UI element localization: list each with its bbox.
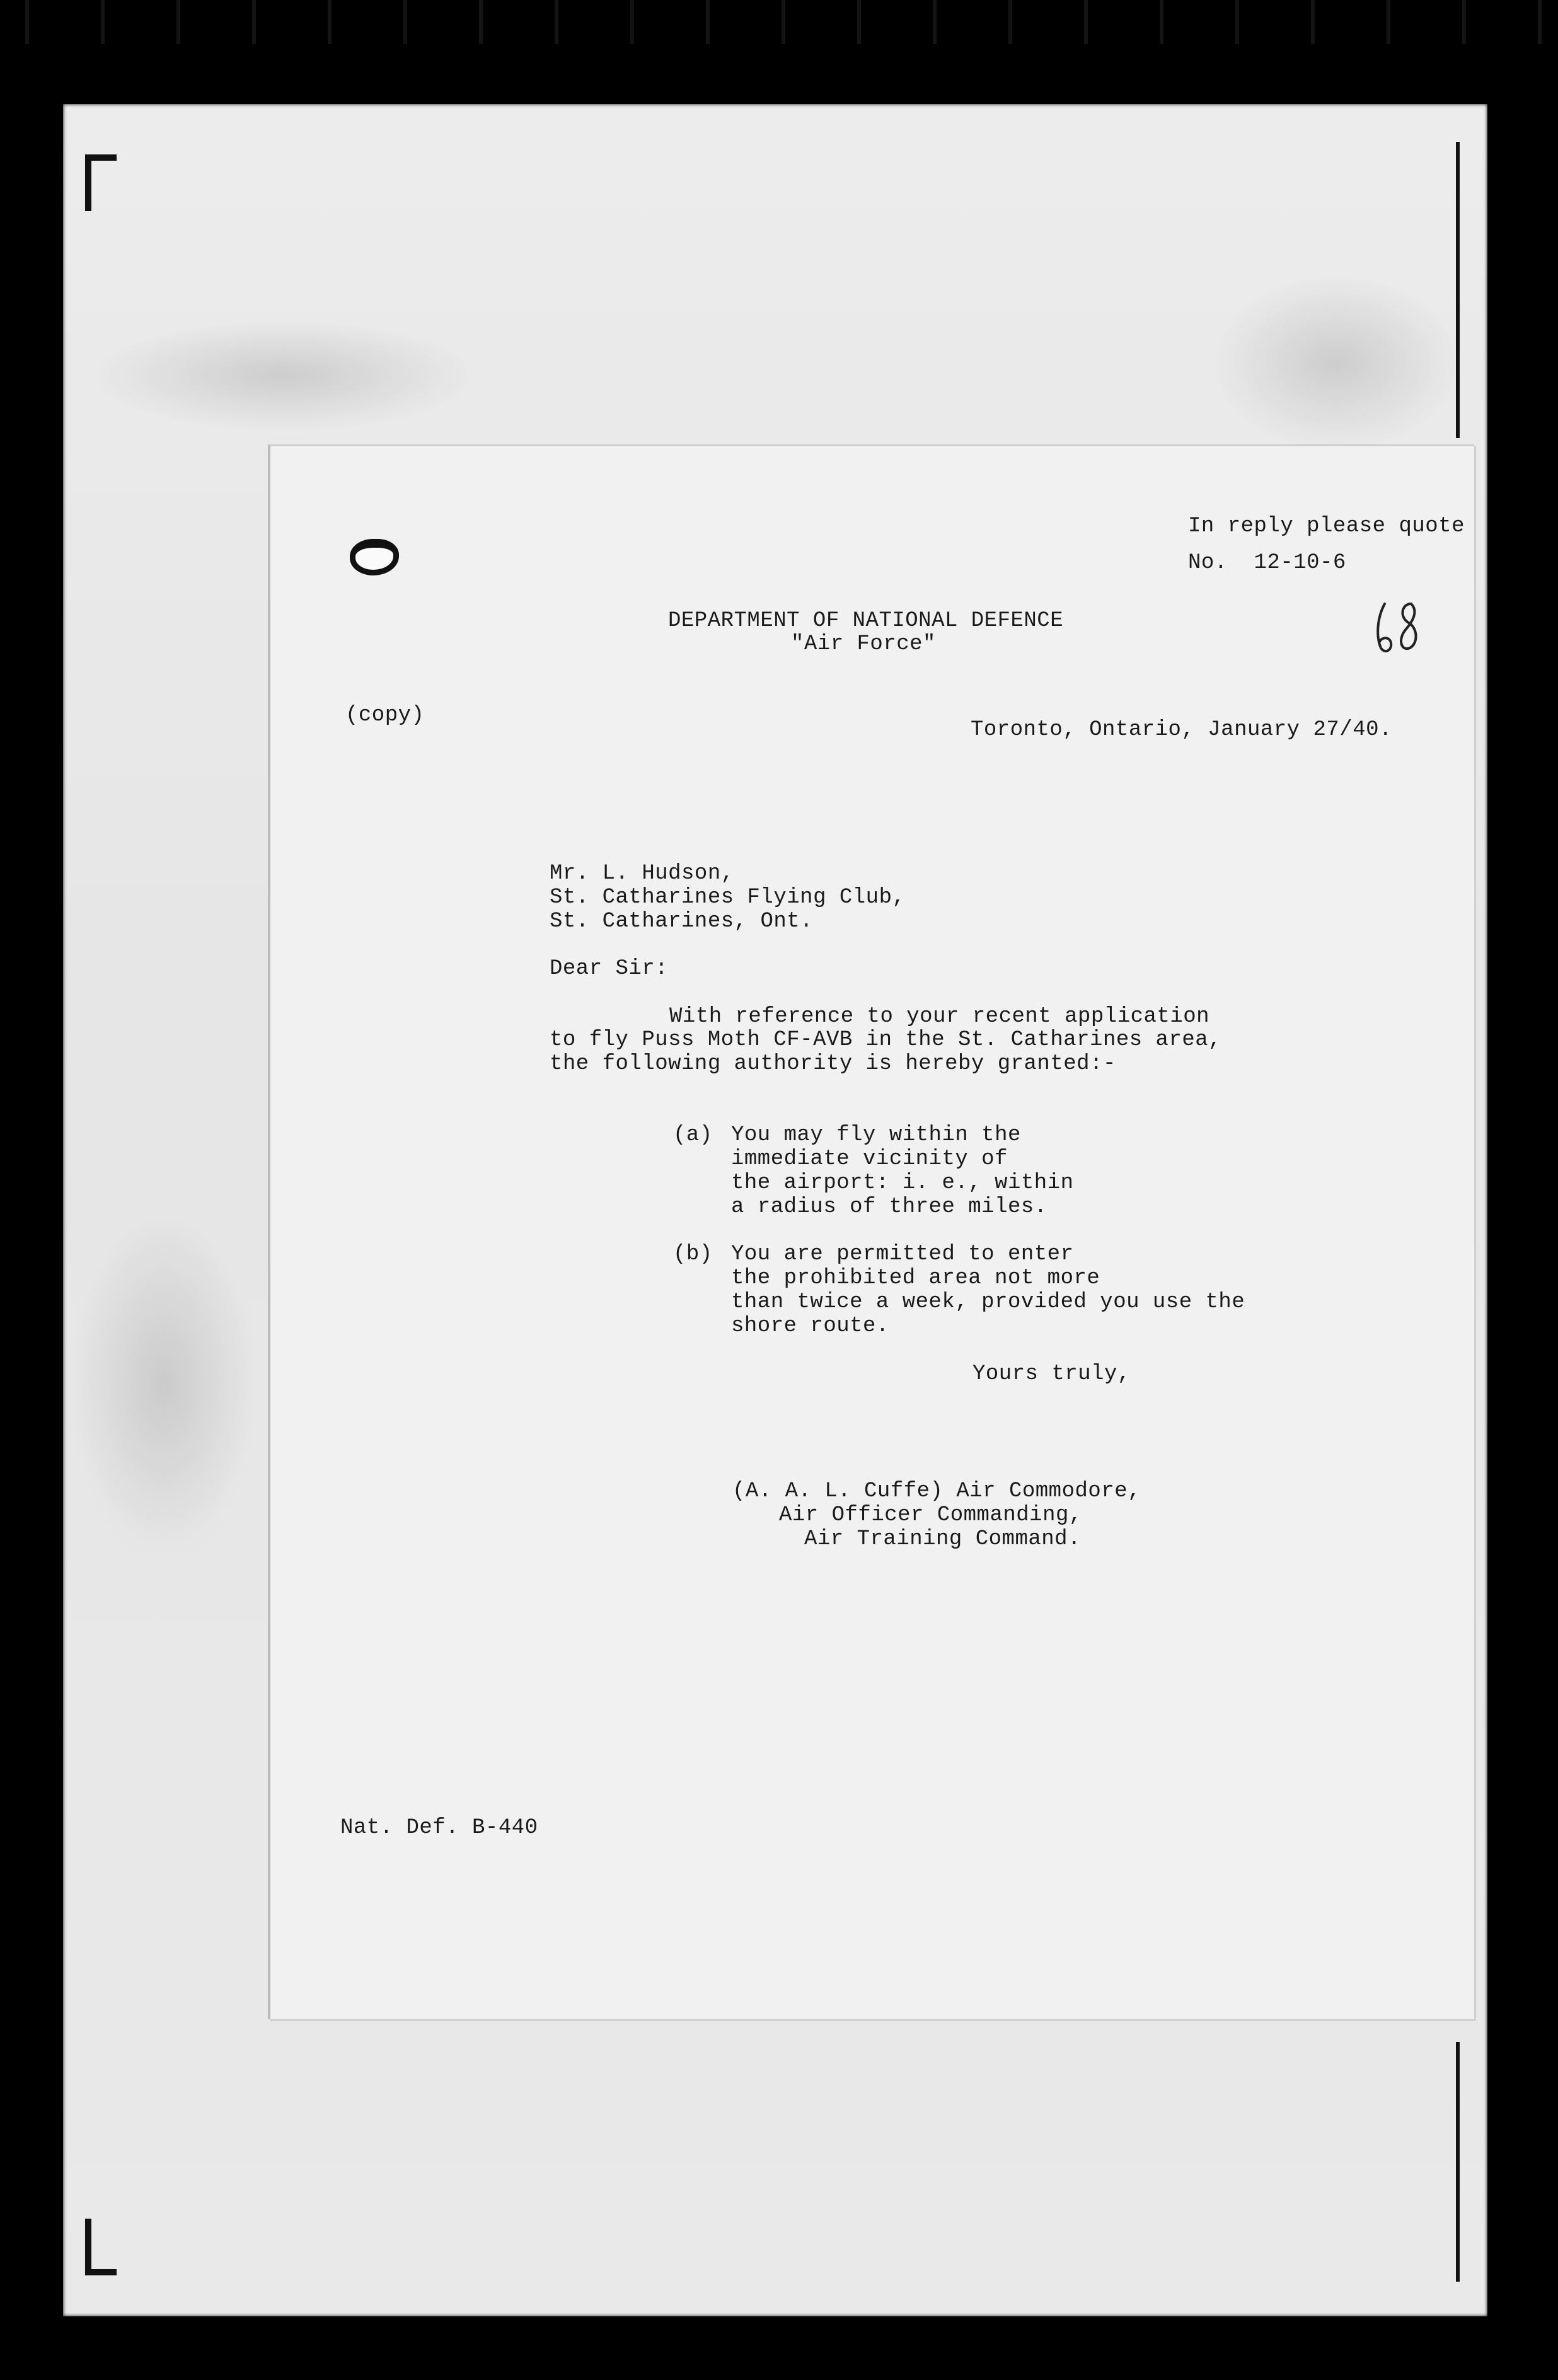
form-number: Nat. Def. B-440 (340, 1816, 538, 1840)
handwritten-file-number (1371, 592, 1428, 662)
crop-mark-top-left (85, 154, 117, 211)
intro-line-2: to fly Puss Moth CF-AVB in the St. Catharines area, (550, 1028, 1222, 1052)
condition-b-line-3: than twice a week, provided you use the (731, 1290, 1245, 1314)
condition-a-line-4: a radius of three miles. (731, 1195, 1047, 1219)
paper-stain (69, 1207, 258, 1560)
branch-heading: "Air Force" (791, 632, 936, 656)
condition-a-line-2: immediate vicinity of (731, 1147, 1008, 1171)
closing: Yours truly, (972, 1362, 1131, 1386)
condition-a-line-1: You may fly within the (731, 1123, 1021, 1147)
crop-mark-bottom-left (85, 2219, 117, 2275)
intro-line-1: With reference to your recent application (669, 1005, 1210, 1029)
paper-stain (1210, 274, 1462, 451)
film-edge (0, 0, 1558, 44)
place-and-date: Toronto, Ontario, January 27/40. (971, 718, 1392, 742)
copy-label: (copy) (345, 703, 425, 727)
signature-line-3: Air Training Command. (804, 1527, 1081, 1551)
reference-line-1: In reply please quote (1188, 514, 1465, 538)
letter-sheet (268, 444, 1474, 2019)
condition-b-label: (b) (673, 1242, 713, 1266)
reference-line-2: No. 12-10-6 (1188, 551, 1346, 575)
condition-a-label: (a) (673, 1123, 713, 1147)
intro-line-3: the following authority is hereby granted:- (550, 1052, 1116, 1076)
condition-b-line-1: You are permitted to enter (731, 1242, 1074, 1266)
signature-line-1: (A. A. L. Cuffe) Air Commodore, (732, 1479, 1141, 1503)
addressee-line-3: St. Catharines, Ont. (550, 910, 814, 933)
condition-a-line-3: the airport: i. e., within (731, 1171, 1074, 1195)
addressee-line-1: Mr. L. Hudson, (550, 862, 734, 886)
addressee-line-2: St. Catharines Flying Club, (550, 886, 906, 910)
crop-mark-bottom-right (1443, 2042, 1460, 2282)
signature-line-2: Air Officer Commanding, (779, 1503, 1082, 1527)
paper-stain (88, 318, 479, 432)
department-heading: DEPARTMENT OF NATIONAL DEFENCE (668, 609, 1064, 633)
condition-b-line-4: shore route. (731, 1314, 889, 1338)
condition-b-line-2: the prohibited area not more (731, 1266, 1100, 1290)
crop-mark-top-right (1443, 142, 1460, 438)
salutation: Dear Sir: (550, 957, 669, 981)
